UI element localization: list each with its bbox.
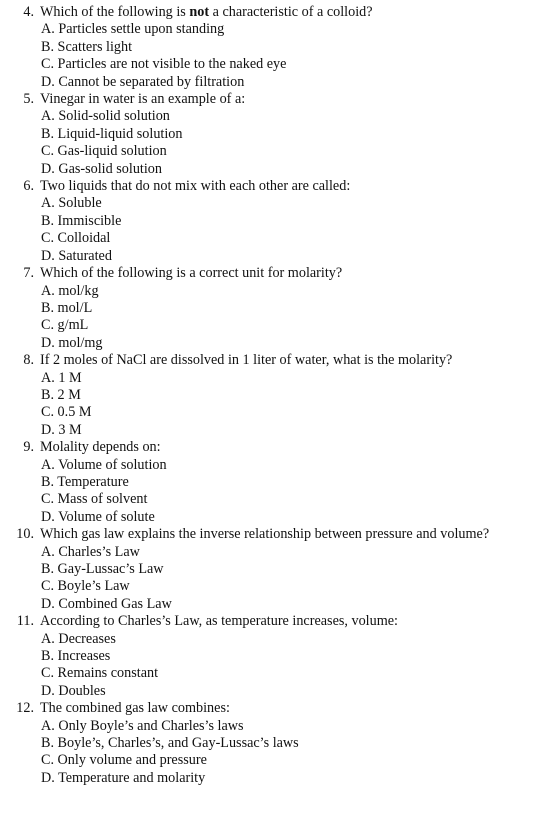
question-text: The combined gas law combines: [40,700,230,717]
question-text: Two liquids that do not mix with each other are called: [40,178,351,195]
option-c: C. Gas-liquid solution [41,143,167,160]
option-d: D. Cannot be separated by filtration [41,73,245,90]
option-a: A. Decreases [41,630,116,647]
question-stem [0,178,535,195]
option-b: B. Scatters light [41,38,133,55]
question-text: Vinegar in water is an example of a: [40,91,246,108]
question-number: 9. [23,439,34,456]
option-b: B. Gay-Lussac’s Law [41,561,164,577]
question-text-part: Which of the following is [40,4,190,20]
question-number: 11. [16,613,34,630]
option-list [0,718,535,788]
question-10 [0,526,535,613]
option-list [0,21,535,91]
question-stem [0,4,535,21]
question-number: 8. [23,352,34,369]
option-d: D. Saturated [41,247,112,264]
question-text: According to Charles’s Law, as temperature increases, volume: [40,613,398,630]
question-stem [0,700,535,717]
question-text: If 2 moles of NaCl are dissolved in 1 liter of water, what is the molarity? [40,352,453,369]
option-a: A. Soluble [41,195,102,212]
option-d: D. Volume of solute [41,508,155,525]
option-list [0,631,535,701]
option-list [0,108,535,178]
question-stem [0,526,535,543]
option-d: D. Doubles [41,682,106,699]
option-c: C. Particles are not visible to the naked eye [41,56,287,73]
question-text [40,4,373,21]
option-b: B. Temperature [41,473,129,490]
option-a: A. Only Boyle’s and Charles’s laws [41,717,244,734]
question-number: 4. [23,4,34,20]
option-b: B. mol/L [41,299,93,316]
option-a: A. Charles’s Law [41,543,140,560]
option-d: D. Temperature and molarity [41,769,206,786]
option-c: C. Boyle’s Law [41,578,130,595]
option-b: B. Boyle’s, Charles’s, and Gay-Lussac’s laws [41,735,299,752]
question-4 [0,4,535,91]
question-7 [0,265,535,352]
question-number: 5. [23,91,34,108]
option-d: D. 3 M [41,421,82,438]
option-d: D. mol/mg [41,334,103,351]
option-b: B. Liquid-liquid solution [41,125,183,142]
option-list [0,283,535,353]
option-d: D. Combined Gas Law [41,595,172,612]
question-stem [0,439,535,456]
question-number: 10. [16,526,34,543]
question-9 [0,439,535,526]
option-list [0,457,535,527]
question-number: 7. [23,265,34,282]
option-c: C. Only volume and pressure [41,752,207,769]
option-c: C. 0.5 M [41,404,92,421]
question-stem [0,265,535,282]
option-c: C. g/mL [41,317,89,334]
question-8 [0,352,535,439]
option-list [0,195,535,265]
question-number: 12. [16,700,34,717]
question-text-emphasis: not [189,4,210,20]
question-12 [0,700,535,787]
question-5 [0,91,535,178]
question-text: Which gas law explains the inverse relationship between pressure and volume? [40,526,490,543]
option-a: A. Particles settle upon standing [41,21,225,38]
option-b: B. 2 M [41,386,81,403]
question-6 [0,178,535,265]
option-c: C. Remains constant [41,665,159,682]
question-11 [0,613,535,700]
option-d: D. Gas-solid solution [41,160,162,177]
option-c: C. Mass of solvent [41,491,148,508]
option-a: A. mol/kg [41,282,99,299]
question-stem [0,91,535,108]
option-a: A. Volume of solution [41,456,167,473]
option-list [0,544,535,614]
option-a: A. 1 M [41,369,82,386]
question-stem [0,613,535,630]
option-list [0,370,535,440]
question-text: Which of the following is a correct unit for molarity? [40,265,343,282]
question-text: Molality depends on: [40,439,161,456]
option-b: B. Immiscible [41,212,122,229]
option-b: B. Increases [41,648,111,665]
question-text-part: a characteristic of a colloid? [209,4,373,20]
question-stem [0,352,535,369]
question-number: 6. [23,178,34,195]
option-a: A. Solid-solid solution [41,108,170,125]
option-c: C. Colloidal [41,230,111,247]
